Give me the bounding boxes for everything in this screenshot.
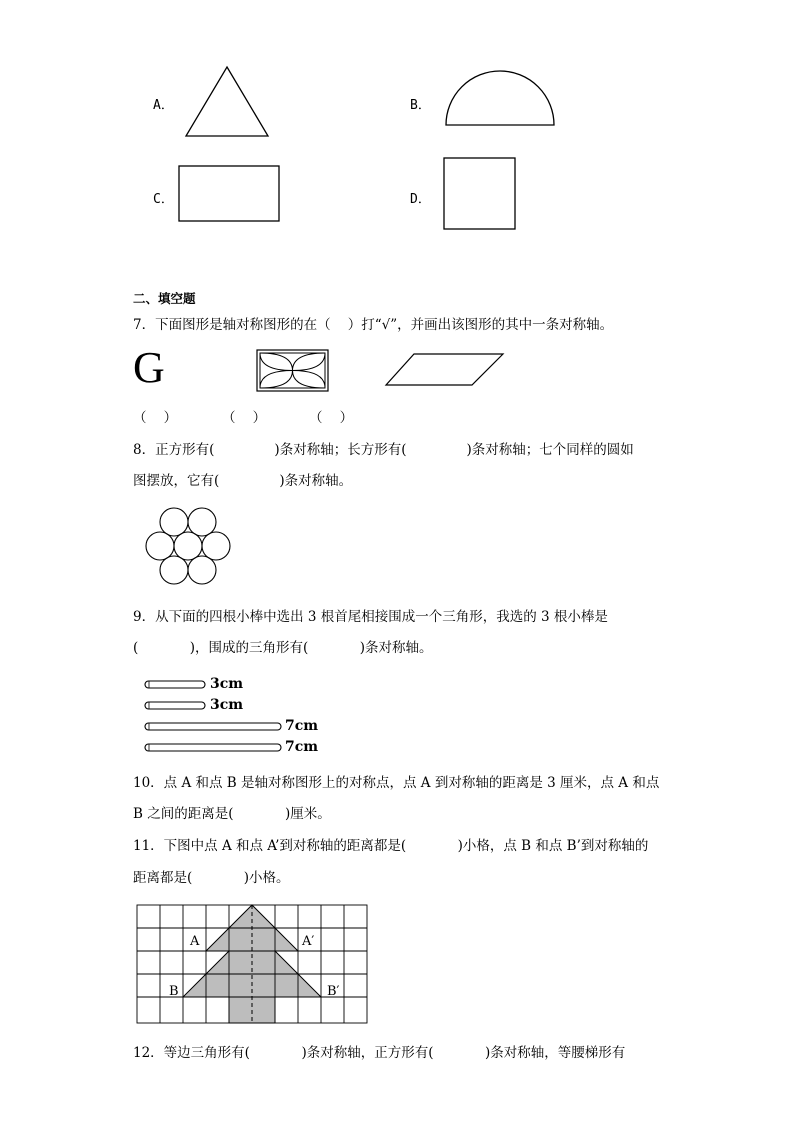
question-8-line2: 图摆放，它有( )条对称轴。 xyxy=(133,473,353,489)
option-c-label: C． xyxy=(153,192,174,207)
stick-2 xyxy=(143,700,209,712)
stick-3-length: 7cm xyxy=(285,718,319,734)
question-11-line2: 距离都是( )小格。 xyxy=(133,870,290,886)
letter-g-figure: G xyxy=(133,343,165,392)
rectangle-figure xyxy=(176,163,282,223)
stick-4 xyxy=(143,742,285,754)
parallelogram-figure xyxy=(383,352,508,388)
answer-blank-g[interactable]: （ ） xyxy=(133,410,178,426)
point-b-label: B xyxy=(169,984,179,999)
stick-3 xyxy=(143,721,285,733)
stick-2-length: 3cm xyxy=(210,697,244,713)
question-8-line1: 8．正方形有( )条对称轴；长方形有( )条对称轴；七个同样的圆如 xyxy=(133,442,634,458)
option-b-label: B． xyxy=(410,98,431,113)
stick-4-length: 7cm xyxy=(285,739,319,755)
question-10-line2: B 之间的距离是( )厘米。 xyxy=(133,806,331,822)
triangle-figure xyxy=(180,62,275,142)
question-7-text: 7．下面图形是轴对称图形的在（ ）打“√”，并画出该图形的其中一条对称轴。 xyxy=(133,317,614,333)
point-a-prime-label: A′ xyxy=(302,934,315,949)
question-9-line2: ( )，围成的三角形有( )条对称轴。 xyxy=(133,640,433,656)
stick-1 xyxy=(143,679,209,691)
semicircle-figure xyxy=(440,68,560,130)
point-b-prime-label: B′ xyxy=(327,984,340,999)
stick-1-length: 3cm xyxy=(210,676,244,692)
point-a-label: A xyxy=(190,934,200,949)
petal-rectangle-figure xyxy=(255,348,331,394)
square-figure xyxy=(441,155,519,233)
answer-blank-parallelogram[interactable]: （ ） xyxy=(309,410,354,426)
option-d-label: D． xyxy=(410,192,431,207)
question-10-line1: 10．点 A 和点 B 是轴对称图形上的对称点，点 A 到对称轴的距离是 3 厘米，点 A 和点 xyxy=(133,775,660,791)
question-12-line1: 12．等边三角形有( )条对称轴，正方形有( )条对称轴，等腰梯形有 xyxy=(133,1045,626,1061)
grid-tree-figure xyxy=(136,903,370,1027)
seven-circles-figure xyxy=(143,505,235,591)
option-a-label: A． xyxy=(153,98,174,113)
question-11-line1: 11．下图中点 A 和点 A’到对称轴的距离都是( )小格，点 B 和点 B’到对称轴的 xyxy=(133,838,649,854)
question-9-line1: 9．从下面的四根小棒中选出 3 根首尾相接围成一个三角形，我选的 3 根小棒是 xyxy=(133,609,608,625)
section-title: 二、填空题 xyxy=(133,291,196,306)
answer-blank-petal[interactable]: （ ） xyxy=(222,410,267,426)
